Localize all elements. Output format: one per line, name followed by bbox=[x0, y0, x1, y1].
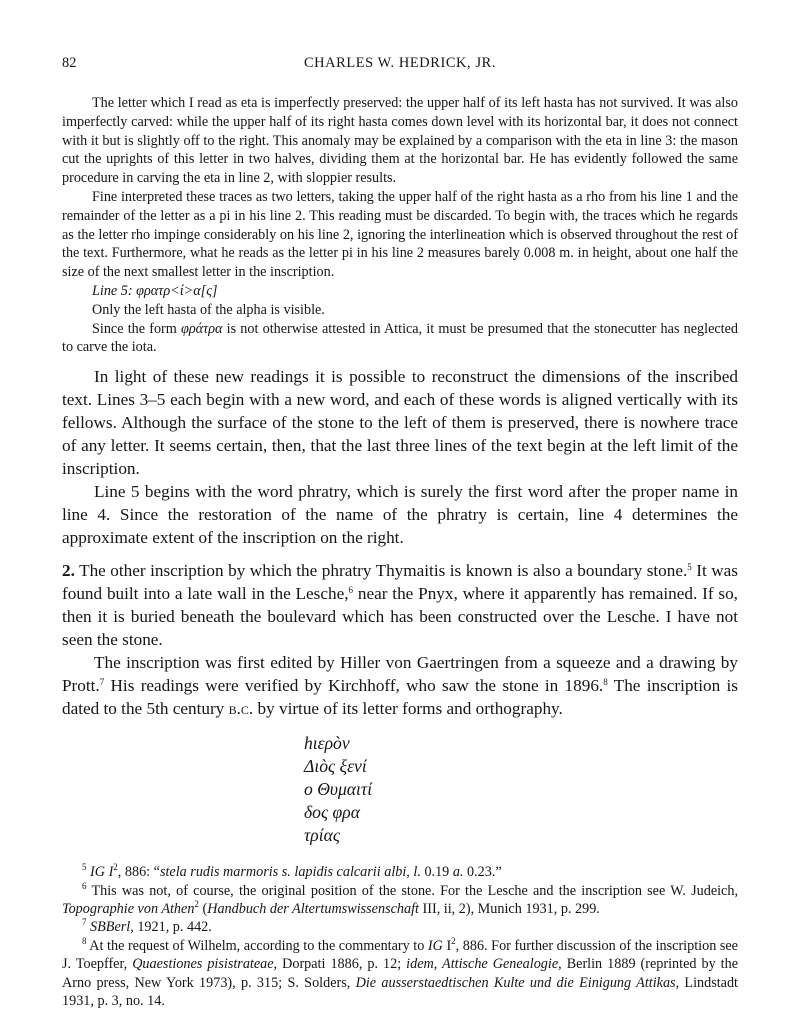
running-head: CHARLES W. HEDRICK, JR. bbox=[303, 55, 497, 71]
commentary-paragraph: Only the left hasta of the alpha is visible. bbox=[92, 301, 325, 318]
section-number: 2. bbox=[62, 561, 75, 581]
footnote-ref[interactable]: 5 bbox=[687, 562, 692, 573]
section-2 bbox=[62, 559, 738, 720]
footnotes bbox=[62, 863, 738, 1010]
body-paragraph: Line 5 begins with the word phratry, which is surely the first word after the proper name in line 4. Since the restoration of the name of the phratry is certain, line 4 determines the approximate extent of the inscription on the right. bbox=[62, 482, 738, 548]
line5-lemma bbox=[62, 282, 738, 301]
inscription-line: ο Θυμαιτί bbox=[304, 779, 373, 800]
era-abbrev: b.c. bbox=[228, 699, 254, 719]
body-paragraph: In light of these new readings it is possible to reconstruct the dimensions of the inscribed text. Lines 3–5 each begin with a new word, and each of these words is aligned vertically with its fellows. Although the surface of the stone to the left of them is preserved, there is nowhere trace of any letter. It seems certain, then, that the last three lines of the text begin at the left limit of the inscription. bbox=[62, 367, 738, 479]
footnote-5: $^5$ IG $I^2$, 886: “stela rudis marmoris s. lapidis calcarii albi, l. 0.19 a. 0.23.” bbox=[82, 862, 502, 881]
commentary-paragraph: The letter which I read as eta is imperfectly preserved: the upper half of its left hasta has not survived. It was also imperfectly carved: while the upper half of its right hasta comes down level with its horizontal bar, it does not connect with it but is slightly off to the right. This anomaly may be explained by a comparison with the eta in line 3: the mason cut the uprights of this letter in two halves, dividing them at the horizontal bar. He has evidently followed the same procedure in carving the eta in line 2, with sloppier results. bbox=[62, 95, 738, 187]
inscription-text bbox=[304, 732, 738, 847]
commentary-paragraph: Fine interpreted these traces as two letters, taking the upper half of the right hasta as a rho from his line 1 and the remainder of the letter as a pi in his line 2. This reading must be discarded. To begin with, the traces which he regards as the letter rho impinge considerably on his line 2, ignoring the interlineation which is observed throughout the rest of the text. Furthermore, what he reads as the letter pi in his line 2 measures barely 0.008 m. in height, about one half the size of the next smallest letter in the inscription. bbox=[62, 188, 738, 281]
body-paragraph: The inscription was first edited by Hiller von Gaertringen from a squeeze and a drawing by Prott.$^7$ His readings were verified by Kirchhoff, who saw the stone in 1896.$^8$ The inscription is dated to the 5th century b.c. by virtue of its letter forms and orthography. bbox=[62, 653, 738, 719]
inscription-line: Διòς ξενί bbox=[304, 756, 367, 777]
main-text bbox=[62, 365, 738, 549]
section-2-paragraph: 2. The other inscription by which the phratry Thymaitis is known is also a boundary stone.$^5$ It was found built into a late wall in the Lesche,$^6$ near the Pnyx, where it apparently has remained. If so, then it is buried beneath the boulevard which has been constructed over the Lesche. I have not seen the stone. bbox=[62, 561, 738, 650]
footnote-6: $^6$ This was not, of course, the original position of the stone. For the Lesche and the inscription see W. Judeich, Topographie von Athen$^2$ (Handbuch der Altertumswissenschaft III, ii, 2), Munich 1931, p. 299. bbox=[62, 880, 738, 917]
footnote-7: $^7$ SBBerl, 1921, p. 442. bbox=[82, 917, 212, 936]
footnote-8: $^8$ At the request of Wilhelm, according to the commentary to IG $I^2$, 886. For further discussion of the inscription see J. Toepffer, Quaestiones pisistrateae, Dorpati 1886, p. 12; idem, Attische Genealogie, Berlin 1889 (reprinted by the Arno press, New York 1973), p. 315; S. Solders, Die ausserstaedtischen Kulte und die Einigung Attikas, Lindstadt 1931, p. 3, no. 14. bbox=[62, 935, 739, 1009]
footnote-ref[interactable]: 8 bbox=[603, 677, 608, 688]
line5-label: Line 5 bbox=[92, 282, 128, 299]
commentary-paragraph: Since the form φράτρα is not otherwise attested in Attica, it must be presumed that the stonecutter has neglected to carve the iota. bbox=[62, 320, 739, 356]
page-number: 82 bbox=[62, 55, 77, 71]
page bbox=[62, 52, 738, 1010]
commentary-block bbox=[62, 94, 738, 357]
inscription-line: τρίας bbox=[304, 825, 341, 846]
footnote-ref[interactable]: 7 bbox=[99, 677, 105, 688]
footnote-ref[interactable]: 6 bbox=[348, 585, 354, 596]
inscription-line: hιερòν bbox=[304, 733, 350, 754]
inscription-line: δος φρα bbox=[304, 802, 360, 823]
greek-word: φράτρα bbox=[181, 320, 223, 337]
line5-text: : φρατρ<ί>α[ς] bbox=[127, 282, 218, 299]
page-header bbox=[62, 52, 738, 74]
